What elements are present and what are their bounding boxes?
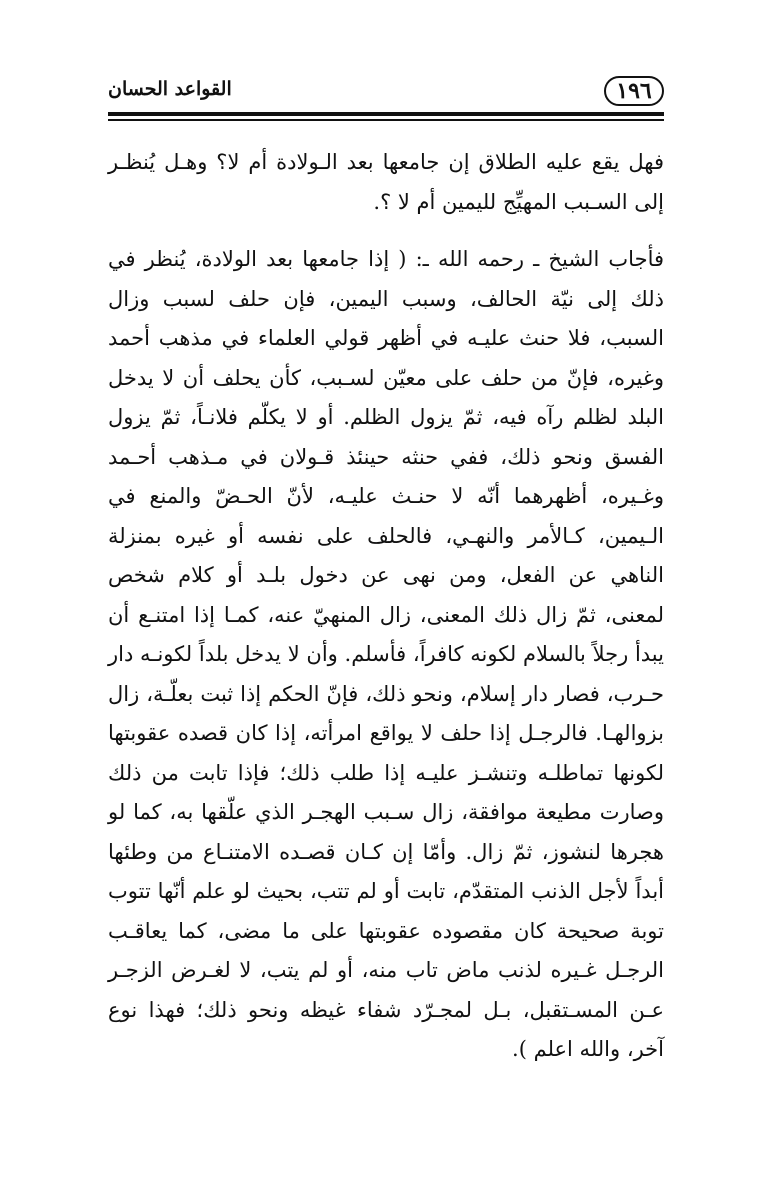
page-number: ١٩٦ [616, 78, 652, 104]
paragraph-spacer [108, 222, 664, 240]
running-title: القواعد الحسان [108, 78, 232, 100]
page-header [108, 70, 664, 118]
page-number-badge [604, 76, 664, 106]
paragraph-answer: فأجاب الشيخ ـ رحمه الله ـ: ( إذا جامعها بعد الولادة، يُنظر في ذلك إلى نيّة الحالف، وسبب اليمين، فإن حلف لسبب وزال السبب، فلا حنث عليـه في أظهر قولي العلماء في مذهب أحمد وغيره، فإنّ من حلف على معيّن لسـبب، كأن يحلف أن لا يدخل البلد لظلم رآه فيه، ثمّ يزول الظلم. أو لا يكلّم فلانـاً، ثمّ يزول الفسق ونحو ذلك، ففي حنثه حينئذ قـولان في مـذهب أحـمد وغـيره، أظهرهما أنّه لا حنـث عليـه، لأنّ الحـضّ والمنع في الـيمين، كـالأمر والنهـي، فالحلف على نفسه أو غيره بمنزلة الناهي عن الفعل، ومن نهى عن دخول بلـد أو كلام شخص لمعنى، ثمّ زال ذلك المعنى، زال المنهيّ عنه، كمـا إذا امتنـع أن يبدأ رجلاً بالسلام لكونه كافراً، فأسلم. وأن لا يدخل بلداً لكونـه دار حـرب، فصار دار إسلام، ونحو ذلك، فإنّ الحكم إذا ثبت بعلّـة، زال بزوالهـا. فالرجـل إذا حلف لا يواقع امرأته، إذا كان قصده عقوبتها لكونها تماطلـه وتنشـز عليـه إذا طلب ذلك؛ فإذا تابت من ذلك وصارت مطيعة موافقة، زال سـبب الهجـر الذي علّقها به، كما لو هجرها لنشوز، ثمّ زال. وأمّا إن كـان قصـده الامتنـاع من وطئها أبداً لأجل الذنب المتقدّم، تابت أو لم تتب، بحيث لو علم أنّها تتوب توبة صحيحة كان مقصوده عقوبتها على ما مضى، كما يعاقـب الرجـل غـيره لذنب ماض تاب منه، أو لم يتب، لا لغـرض الزجـر عـن المسـتقبل، بـل لمجـرّد شفاء غيظه ونحو ذلك؛ فهذا نوع آخر، والله اعلم ). [108, 247, 664, 1061]
body-text [108, 143, 664, 1070]
paragraph-question: فهل يقع عليه الطلاق إن جامعها بعد الـولادة أم لا؟ وهـل يُنظـر إلى السـبب المهيِّج لليمين أم لا ؟. [108, 150, 664, 214]
header-rule-thin [108, 119, 664, 121]
header-rule-thick [108, 112, 664, 116]
